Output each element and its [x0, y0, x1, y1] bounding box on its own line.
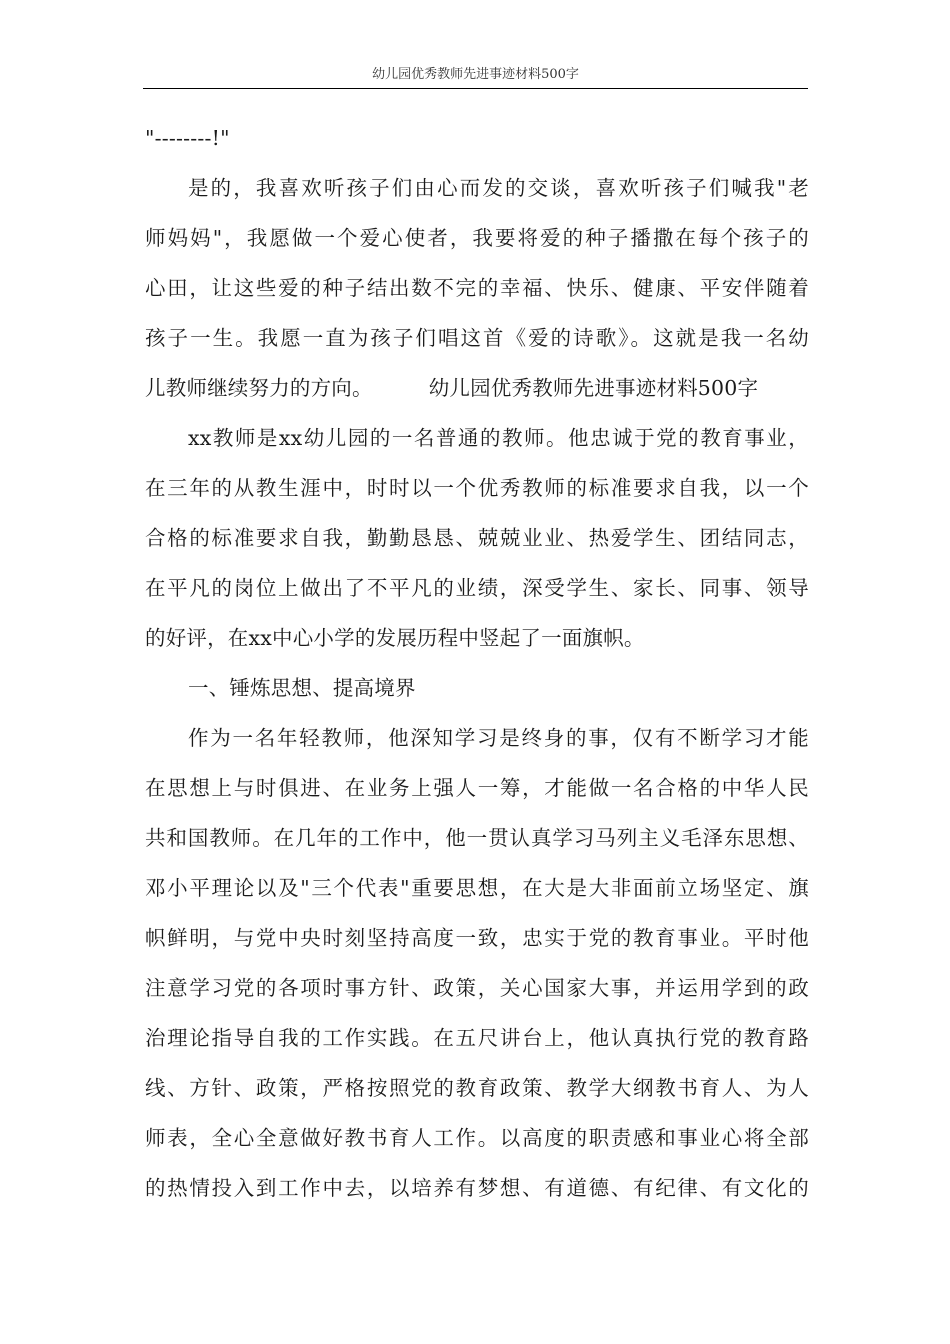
- text-line: 的热情投入到工作中去，以培养有梦想、有道德、有纪律、有文化的: [145, 1176, 809, 1200]
- text-line: xx教师是xx幼儿园的一名普通的教师。他忠诚于党的教育事业，: [188, 426, 809, 450]
- text-line: 注意学习党的各项时事方针、政策，关心国家大事，并运用学到的政: [145, 976, 809, 1000]
- text-line: 治理论指导自我的工作实践。在五尺讲台上，他认真执行党的教育路: [145, 1026, 809, 1050]
- text-line: 师妈妈"，我愿做一个爱心使者，我要将爱的种子播撒在每个孩子的: [145, 226, 809, 250]
- text-line: [145, 363, 809, 413]
- inline-title: 幼儿园优秀教师先进事迹材料500字: [428, 376, 759, 400]
- text-line: 的好评，在xx中心小学的发展历程中竖起了一面旗帜。: [145, 626, 645, 650]
- text-line: 师表，全心全意做好教书育人工作。以高度的职责感和事业心将全部: [145, 1126, 809, 1150]
- text-line-part: 儿教师继续努力的方向。: [145, 376, 373, 400]
- text-line: "--------!": [145, 126, 230, 150]
- text-line: 心田，让这些爱的种子结出数不完的幸福、快乐、健康、平安伴随着: [145, 276, 809, 300]
- page-header: [143, 62, 808, 89]
- text-line: 邓小平理论以及"三个代表"重要思想，在大是大非面前立场坚定、旗: [145, 876, 809, 900]
- text-line: 合格的标准要求自我，勤勤恳恳、兢兢业业、热爱学生、团结同志，: [145, 526, 809, 550]
- text-line: 帜鲜明，与党中央时刻坚持高度一致，忠实于党的教育事业。平时他: [145, 926, 809, 950]
- text-line: 作为一名年轻教师，他深知学习是终身的事，仅有不断学习才能: [188, 726, 809, 750]
- document-body: [145, 113, 809, 1213]
- text-line: 是的，我喜欢听孩子们由心而发的交谈，喜欢听孩子们喊我"老: [188, 176, 809, 200]
- text-line: 在思想上与时俱进、在业务上强人一筹，才能做一名合格的中华人民: [145, 776, 809, 800]
- text-line: 在三年的从教生涯中，时时以一个优秀教师的标准要求自我，以一个: [145, 476, 809, 500]
- section-heading: 一、锤炼思想、提高境界: [188, 676, 416, 700]
- header-title: 幼儿园优秀教师先进事迹材料500字: [372, 67, 579, 82]
- text-line: 孩子一生。我愿一直为孩子们唱这首《爱的诗歌》。这就是我一名幼: [145, 326, 809, 350]
- text-line: 共和国教师。在几年的工作中，他一贯认真学习马列主义毛泽东思想、: [145, 826, 809, 850]
- text-line: 在平凡的岗位上做出了不平凡的业绩，深受学生、家长、同事、领导: [145, 576, 809, 600]
- text-line: 线、方针、政策，严格按照党的教育政策、教学大纲教书育人、为人: [145, 1076, 809, 1100]
